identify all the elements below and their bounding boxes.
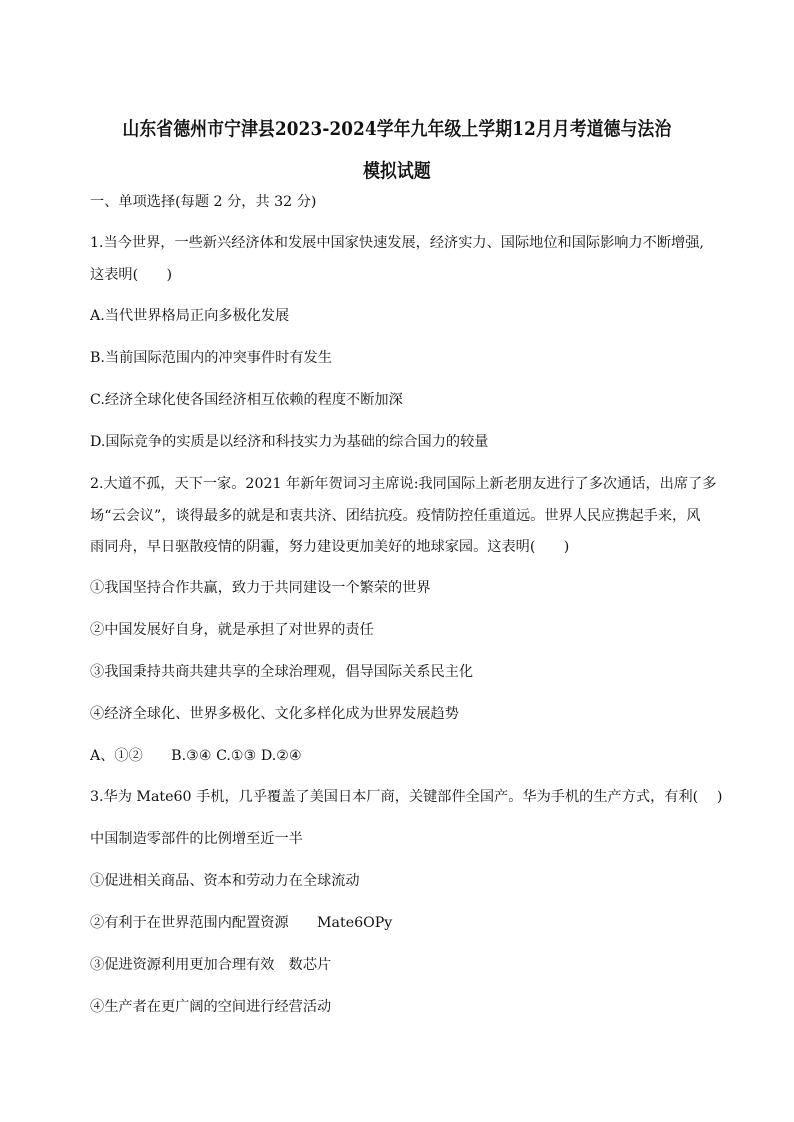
document-title-line-2: 模拟试题 <box>363 160 431 182</box>
question-3-statement-1: ①促进相关商品、资本和劳动力在全球流动 <box>90 873 360 889</box>
question-1-option-b: B.当前国际范围内的冲突事件时有发生 <box>90 350 332 366</box>
question-1-option-c: C.经济全球化使各国经济相互依赖的程度不断加深 <box>90 392 403 408</box>
question-2-statement-4: ④经济全球化、世界多极化、文化多样化成为世界发展趋势 <box>90 706 459 722</box>
question-2-statement-2: ②中国发展好自身，就是承担了对世界的责任 <box>90 622 374 638</box>
section-heading: 一、单项选择(每题 2 分，共 32 分) <box>90 194 317 210</box>
question-1-option-a: A.当代世界格局正向多极化发展 <box>90 308 290 324</box>
question-3-statement-4: ④生产者在更广阔的空间进行经营活动 <box>90 999 332 1015</box>
question-1-option-d: D.国际竞争的实质是以经济和科技实力为基础的综合国力的较量 <box>90 434 489 450</box>
question-2-statement-1: ①我国坚持合作共赢，致力于共同建设一个繁荣的世界 <box>90 580 431 596</box>
question-2-stem-line-1: 2.大道不孤，天下一家。2021 年新年贺词习主席说:我同国际上新老朋友进行了多次通话，出席了多 <box>90 476 717 492</box>
question-1-stem-line-1: 1.当今世界，一些新兴经济体和发展中国家快速发展，经济实力、国际地位和国际影响力不断增强, <box>90 235 704 251</box>
question-2-stem-line-3: 雨同舟，早日驱散疫情的阴霾，努力建设更加美好的地球家园。这表明( ) <box>90 539 570 555</box>
question-2-answer-choices: A、①② B.③④ C.①③ D.②④ <box>90 748 302 764</box>
question-3-statement-3: ③促进资源利用更加合理有效 数芯片 <box>90 957 332 973</box>
question-2-stem-line-2: 场“云会议”，谈得最多的就是和衷共济、团结抗疫。疫情防控任重道远。世界人民应携起手来，风 <box>90 508 701 524</box>
question-3-stem-line-1: 3.华为 Mate60 手机，几乎覆盖了美国日本厂商，关键部件全国产。华为手机的生产方式，有利( ) <box>90 789 723 805</box>
question-3-statement-2: ②有利于在世界范围内配置资源 Mate6OPy <box>90 915 393 931</box>
question-2-statement-3: ③我国秉持共商共建共享的全球治理观，倡导国际关系民主化 <box>90 664 474 680</box>
document-title-line-1: 山东省德州市宁津县2023-2024学年九年级上学期12月月考道德与法治 <box>122 118 672 140</box>
question-1-stem-line-2: 这表明( ) <box>90 267 173 283</box>
question-3-stem-line-2: 中国制造零部件的比例增至近一半 <box>90 831 303 847</box>
